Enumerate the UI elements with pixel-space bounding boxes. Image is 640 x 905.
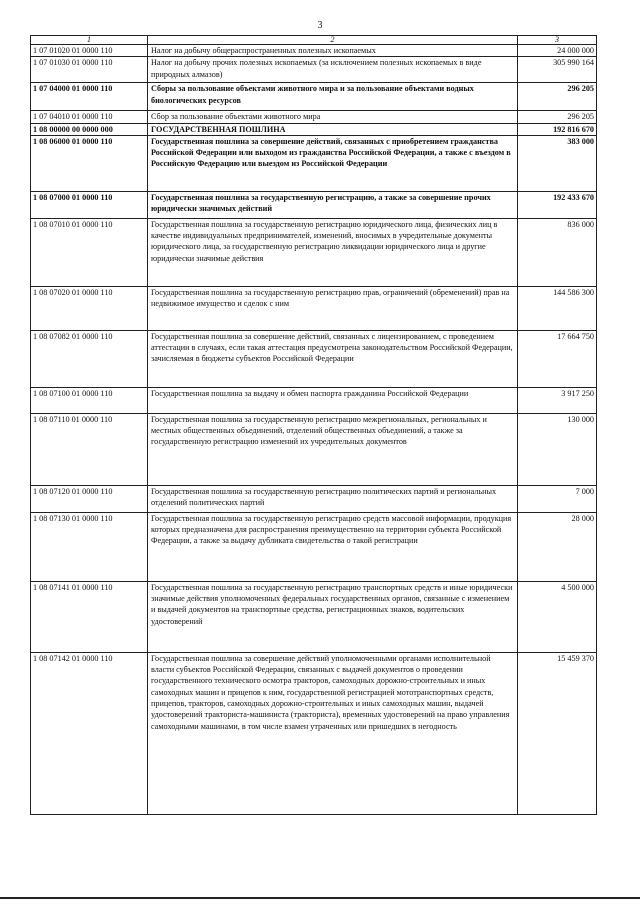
row-name: Государственная пошлина за совершение действий, связанных с лицензированием, с проведением аттестации в случаях, если такая аттестация предусмотрена законодательством Российской Федерации, зачисляемая в бюджеты субъектов Российской Федерации <box>148 330 518 387</box>
table-row <box>31 83 597 111</box>
row-code: 1 07 04000 01 0000 110 <box>31 83 148 111</box>
table-row <box>31 286 597 330</box>
table-row <box>31 485 597 512</box>
column-header-amount: 3 <box>518 36 597 45</box>
row-code: 1 08 07130 01 0000 110 <box>31 512 148 581</box>
row-code: 1 08 07110 01 0000 110 <box>31 413 148 485</box>
row-name: Государственная пошлина за выдачу и обмен паспорта гражданина Российской Федерации <box>148 387 518 413</box>
row-amount: 24 000 000 <box>518 45 597 57</box>
table-row <box>31 387 597 413</box>
table-row <box>31 330 597 387</box>
table-row <box>31 218 597 286</box>
row-amount: 296 205 <box>518 111 597 123</box>
row-amount: 7 000 <box>518 485 597 512</box>
row-name: Сборы за пользование объектами животного мира и за пользование объектами водных биологических ресурсов <box>148 83 518 111</box>
row-amount: 130 000 <box>518 413 597 485</box>
row-code: 1 08 07142 01 0000 110 <box>31 652 148 814</box>
table-row <box>31 123 597 135</box>
row-name: Государственная пошлина за государственную регистрацию транспортных средств и иные юридически значимые действия уполномоченных федеральных государственных органов, связанные с изменением и выдачей документов на транспортные средства, регистрационных знаков, водительских удостоверений <box>148 581 518 652</box>
row-amount: 3 917 250 <box>518 387 597 413</box>
column-header-name: 2 <box>148 36 518 45</box>
row-amount: 836 000 <box>518 218 597 286</box>
row-name: Налог на добычу общераспространенных полезных ископаемых <box>148 45 518 57</box>
table-row <box>31 581 597 652</box>
row-code: 1 08 07000 01 0000 110 <box>31 191 148 218</box>
row-code: 1 08 07100 01 0000 110 <box>31 387 148 413</box>
row-code: 1 08 00000 00 0000 000 <box>31 123 148 135</box>
table-row <box>31 57 597 83</box>
row-code: 1 08 07010 01 0000 110 <box>31 218 148 286</box>
row-name: Сбор за пользование объектами животного мира <box>148 111 518 123</box>
row-code: 1 08 07141 01 0000 110 <box>31 581 148 652</box>
bottom-rule <box>0 897 640 899</box>
row-amount: 144 586 300 <box>518 286 597 330</box>
table-row <box>31 512 597 581</box>
row-code: 1 08 06000 01 0000 110 <box>31 135 148 191</box>
row-amount: 383 000 <box>518 135 597 191</box>
row-amount: 192 433 670 <box>518 191 597 218</box>
table-row <box>31 135 597 191</box>
column-header-code: 1 <box>31 36 148 45</box>
row-amount: 192 816 670 <box>518 123 597 135</box>
budget-revenue-table <box>30 35 597 815</box>
row-code: 1 08 07020 01 0000 110 <box>31 286 148 330</box>
row-amount: 4 500 000 <box>518 581 597 652</box>
row-code: 1 08 07120 01 0000 110 <box>31 485 148 512</box>
row-amount: 17 664 750 <box>518 330 597 387</box>
table-row <box>31 652 597 814</box>
row-amount: 28 000 <box>518 512 597 581</box>
row-name: Налог на добычу прочих полезных ископаемых (за исключением полезных ископаемых в виде природных алмазов) <box>148 57 518 83</box>
table-row <box>31 413 597 485</box>
row-code: 1 07 01020 01 0000 110 <box>31 45 148 57</box>
row-name: Государственная пошлина за государственную регистрацию средств массовой информации, продукция которых предназначена для распространения преимущественно на территории субъекта Российской Федерации, а также за выдачу дубликата свидетельства о такой регистрации <box>148 512 518 581</box>
row-amount: 305 990 164 <box>518 57 597 83</box>
row-code: 1 07 01030 01 0000 110 <box>31 57 148 83</box>
table-row <box>31 45 597 57</box>
table-row <box>31 191 597 218</box>
row-amount: 15 459 370 <box>518 652 597 814</box>
row-name: Государственная пошлина за совершение действий уполномоченными органами исполнительной власти субъектов Российской Федерации, связанных с выдачей документов о проведении государственного технического осмотра тракторов, самоходных дорожно-строительных и иных самоходных машин и прицепов к ним, государственной регистрацией мототранспортных средств, прицепов, тракторов, самоходных дорожно-строительных и иных самоходных машин, выдачей удостоверений тракториста-машиниста (тракториста), временных удостоверений на право управления самоходными машинами, в том числе взамен утраченных или пришедших в негодность <box>148 652 518 814</box>
row-amount: 296 205 <box>518 83 597 111</box>
page-number: 3 <box>317 20 323 31</box>
row-name: Государственная пошлина за государственную регистрацию юридического лица, физических лиц в качестве индивидуальных предпринимателей, изменений, вносимых в учредительные документы юридического лица, за государственную регистрацию ликвидации юридического лица и другие юридически значимые действия <box>148 218 518 286</box>
row-name: Государственная пошлина за государственную регистрацию прав, ограничений (обременений) прав на недвижимое имущество и сделок с ним <box>148 286 518 330</box>
row-code: 1 08 07082 01 0000 110 <box>31 330 148 387</box>
table-header-row <box>31 36 597 45</box>
row-name: ГОСУДАРСТВЕННАЯ ПОШЛИНА <box>148 123 518 135</box>
row-name: Государственная пошлина за государственную регистрацию межрегиональных, региональных и местных общественных объединений, отделений общественных объединений, а также за государственную регистрацию изменений их учредительных документов <box>148 413 518 485</box>
row-name: Государственная пошлина за государственную регистрацию политических партий и региональных отделений политических партий <box>148 485 518 512</box>
table-row <box>31 111 597 123</box>
row-name: Государственная пошлина за совершение действий, связанных с приобретением гражданства Российской Федерации или выходом из гражданства Российской Федерации, а также с въездом в Российскую Федерацию или выездом из Российской Федерации <box>148 135 518 191</box>
row-name: Государственная пошлина за государственную регистрацию, а также за совершение прочих юридически значимых действий <box>148 191 518 218</box>
row-code: 1 07 04010 01 0000 110 <box>31 111 148 123</box>
